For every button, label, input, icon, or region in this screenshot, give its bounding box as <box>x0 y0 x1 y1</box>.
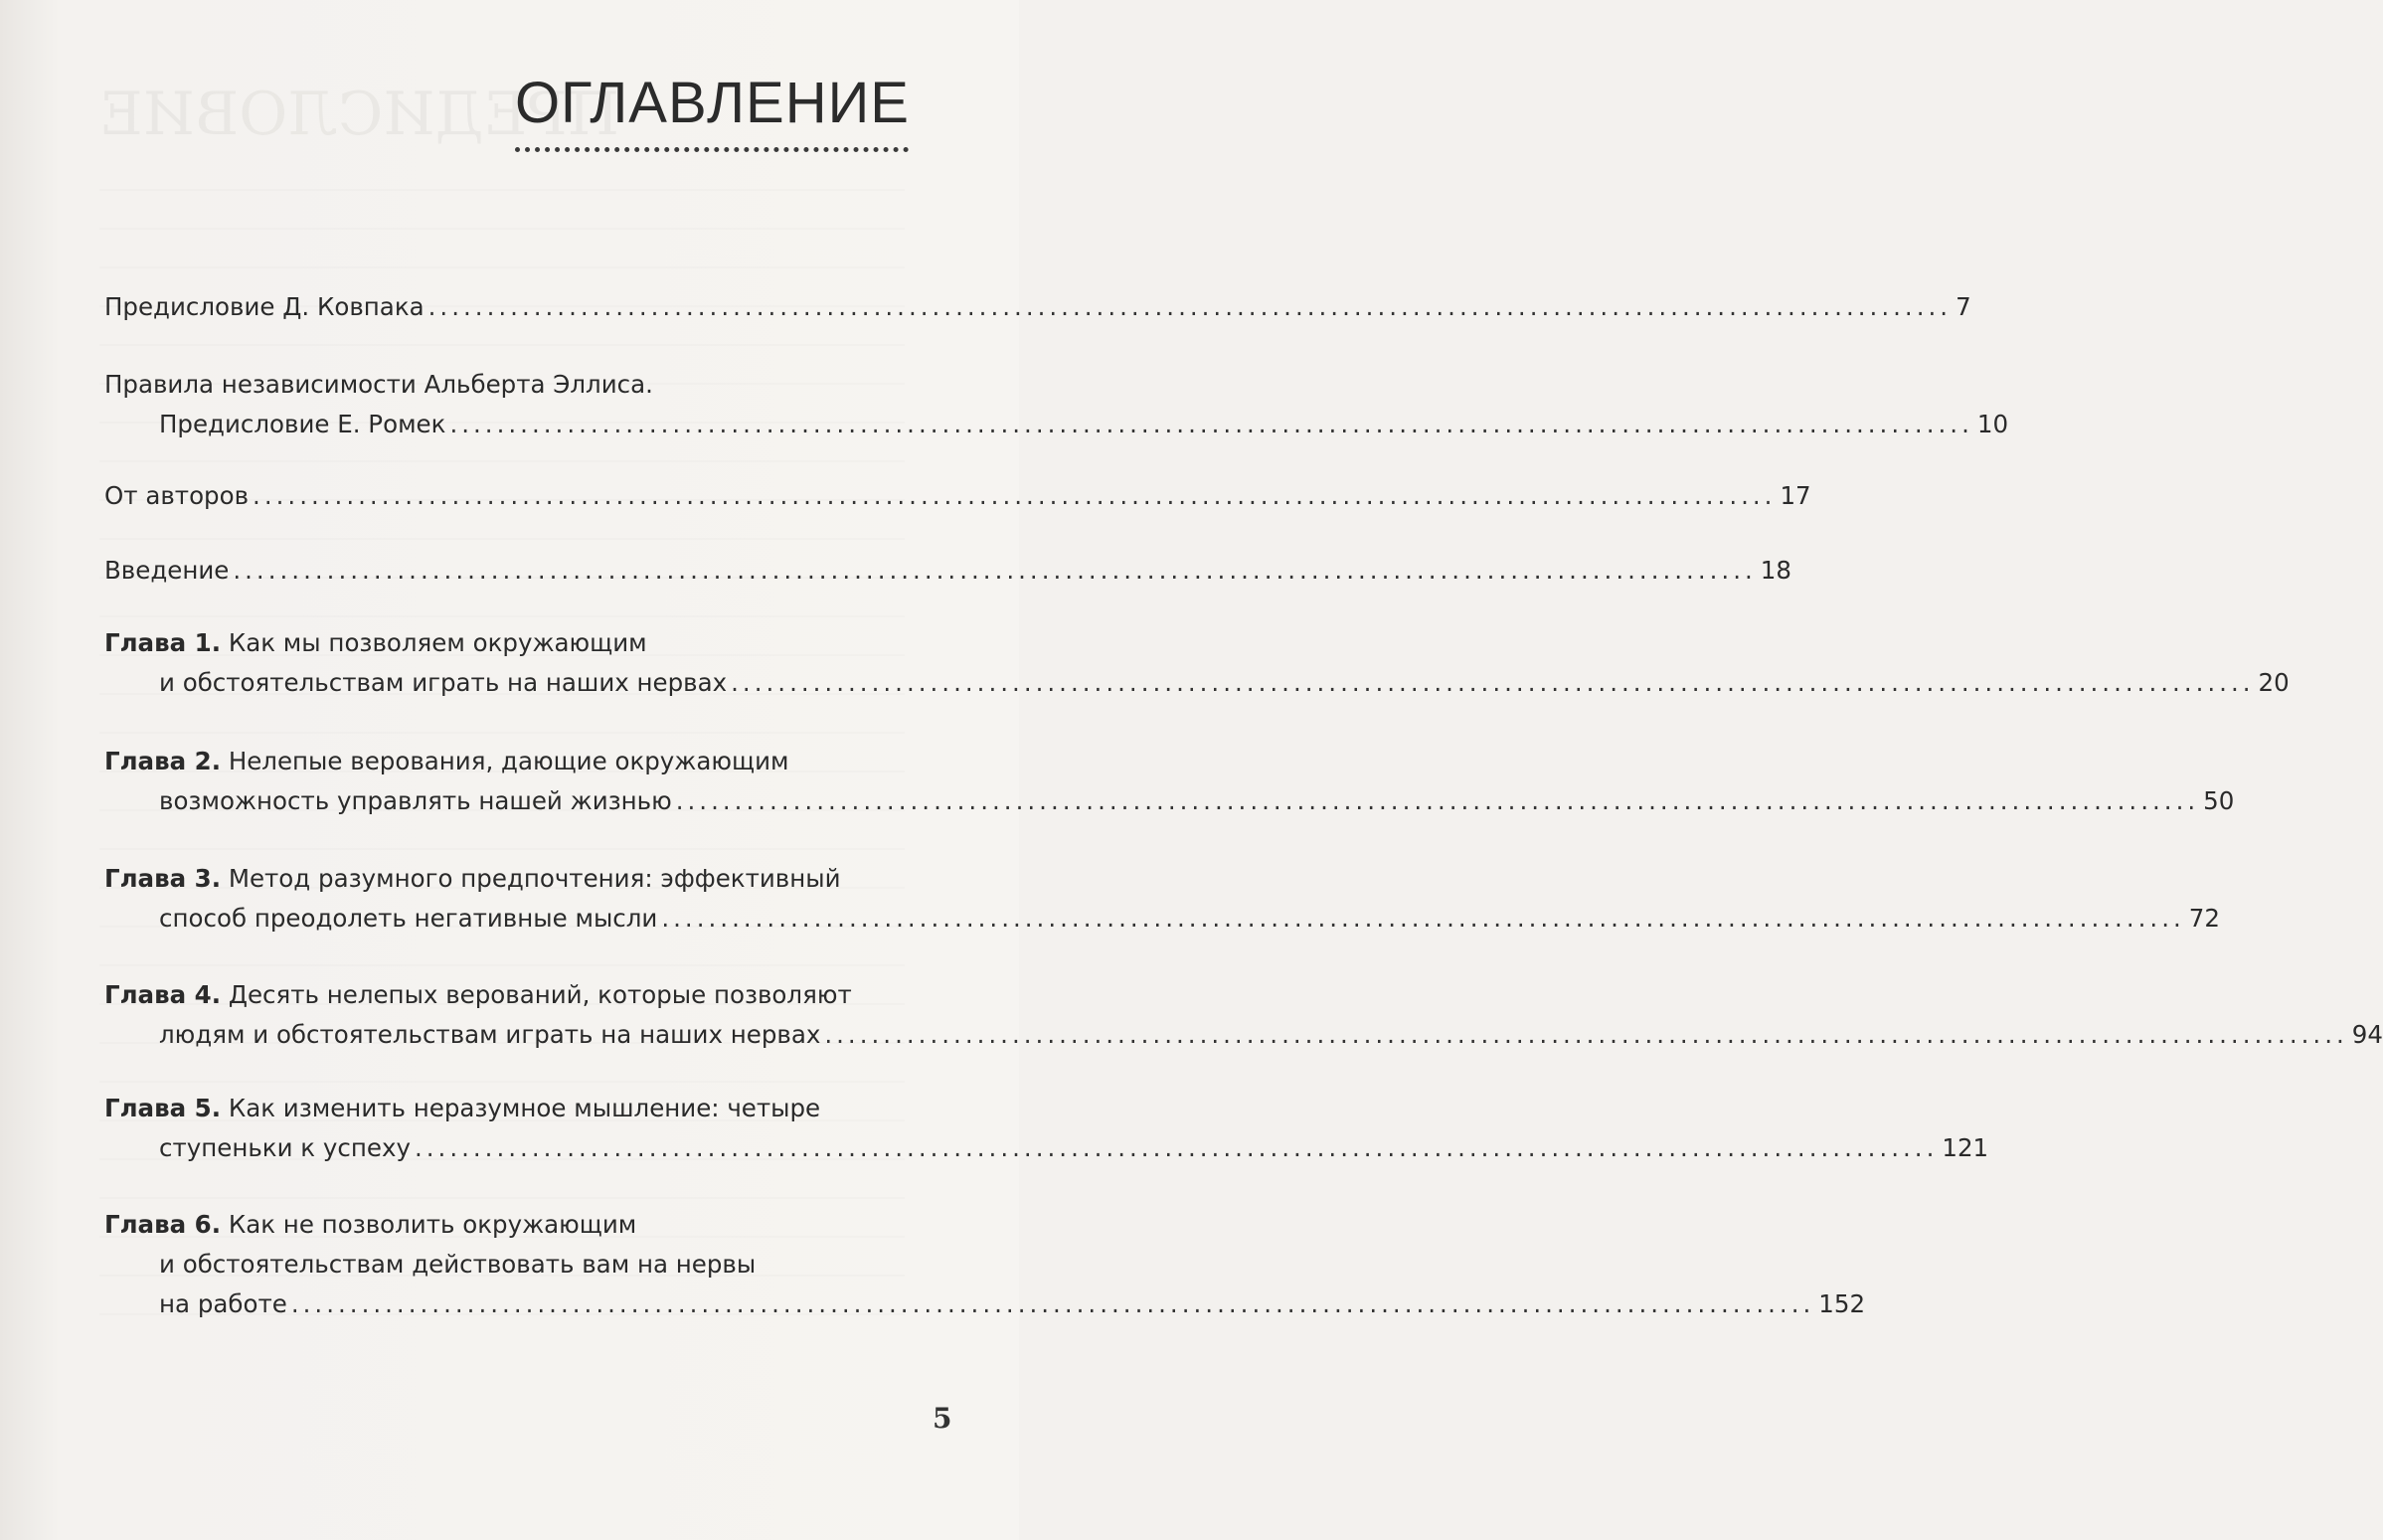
toc-entry-heading <box>104 980 912 1010</box>
toc-title: ОГЛАВЛЕНИЕ <box>514 71 910 135</box>
dot-leader: .................................................................................................................................. <box>414 1133 1939 1162</box>
toc-entry-page: 10 <box>1976 410 2009 438</box>
toc-entry-label-continued: Предисловие Е. Ромек <box>159 410 446 438</box>
toc-entry-page: 72 <box>2188 904 2220 933</box>
chapter-prefix: Глава 4. <box>104 980 222 1009</box>
toc-entry-label-continued: возможность управлять нашей жизнью <box>159 786 672 815</box>
dot-leader: .................................................................................................................................. <box>253 481 1777 510</box>
chapter-prefix: Глава 3. <box>104 864 222 893</box>
toc-row <box>159 786 2235 816</box>
toc-entry-heading <box>104 1094 912 1123</box>
toc-entry-page: 50 <box>2203 786 2235 815</box>
toc-entry-heading <box>104 864 912 894</box>
toc-row <box>104 556 1791 586</box>
dot-leader: .................................................................................................................................. <box>661 904 2185 933</box>
toc-entry-page: 18 <box>1760 556 1791 585</box>
toc-row <box>159 1289 1866 1319</box>
toc-entry-label-continued: и обстоятельствам действовать вам на нервы <box>159 1250 757 1279</box>
toc-entry-heading <box>104 747 912 776</box>
toc-row <box>104 481 1811 511</box>
toc-entry-label: Как изменить неразумное мышление: четыре <box>228 1094 821 1122</box>
toc-entry-page: 17 <box>1780 481 1811 510</box>
toc-entry-label: Как не позволить окружающим <box>228 1210 637 1239</box>
toc-entry-heading <box>104 1210 912 1240</box>
toc-entry-label: От авторов <box>104 481 250 510</box>
dot-leader: .................................................................................................................................. <box>449 410 1973 438</box>
dot-leader: .................................................................................................................................. <box>233 556 1757 585</box>
dot-leader: .................................................................................................................................. <box>731 668 2255 697</box>
toc-entry-label: Предисловие Д. Ковпака <box>104 292 425 321</box>
toc-row <box>159 904 2220 934</box>
dot-leader: .................................................................................................................................. <box>824 1020 2348 1049</box>
toc-entry-label: Как мы позволяем окружающим <box>228 628 647 657</box>
toc-entry-label: Правила независимости Альберта Эллиса. <box>104 370 653 399</box>
toc-entry-label: Метод разумного предпочтения: эффективный <box>228 864 841 893</box>
toc-entry-page: 7 <box>1956 292 1971 321</box>
toc-entry-label-continued: способ преодолеть негативные мысли <box>159 904 658 933</box>
dot-leader: .................................................................................................................................. <box>675 786 2200 815</box>
toc-entry-label: Нелепые верования, дающие окружающим <box>228 747 789 775</box>
toc-row <box>159 1133 1989 1163</box>
toc-row <box>159 1020 2383 1050</box>
chapter-prefix: Глава 1. <box>104 628 222 657</box>
page-number: 5 <box>933 1402 952 1435</box>
chapter-prefix: Глава 2. <box>104 747 222 775</box>
toc-entry-page: 121 <box>1942 1133 1989 1162</box>
toc-entry-page: 152 <box>1818 1289 1866 1318</box>
toc-entry-label-continued: ступеньки к успеху <box>159 1133 411 1162</box>
title-dotted-rule <box>515 147 909 152</box>
chapter-prefix: Глава 5. <box>104 1094 222 1122</box>
toc-entry-label-continued: и обстоятельствам играть на наших нервах <box>159 668 728 697</box>
toc-entry-heading <box>104 628 912 658</box>
dot-leader: .................................................................................................................................. <box>290 1289 1815 1318</box>
toc-row <box>159 410 2009 439</box>
toc-entry-label-continued: на работе <box>159 1289 287 1318</box>
toc-entry-label: Введение <box>104 556 230 585</box>
toc-entry-page: 94 <box>2351 1020 2383 1049</box>
dot-leader: .................................................................................................................................. <box>427 292 1953 321</box>
toc-row <box>159 668 2290 698</box>
toc-entry-label-continued: людям и обстоятельствам играть на наших нервах <box>159 1020 821 1049</box>
toc-row <box>104 292 1971 322</box>
chapter-prefix: Глава 6. <box>104 1210 222 1239</box>
toc-entry-label: Десять нелепых верований, которые позволяют <box>228 980 852 1009</box>
toc-entry-page: 20 <box>2258 668 2290 697</box>
